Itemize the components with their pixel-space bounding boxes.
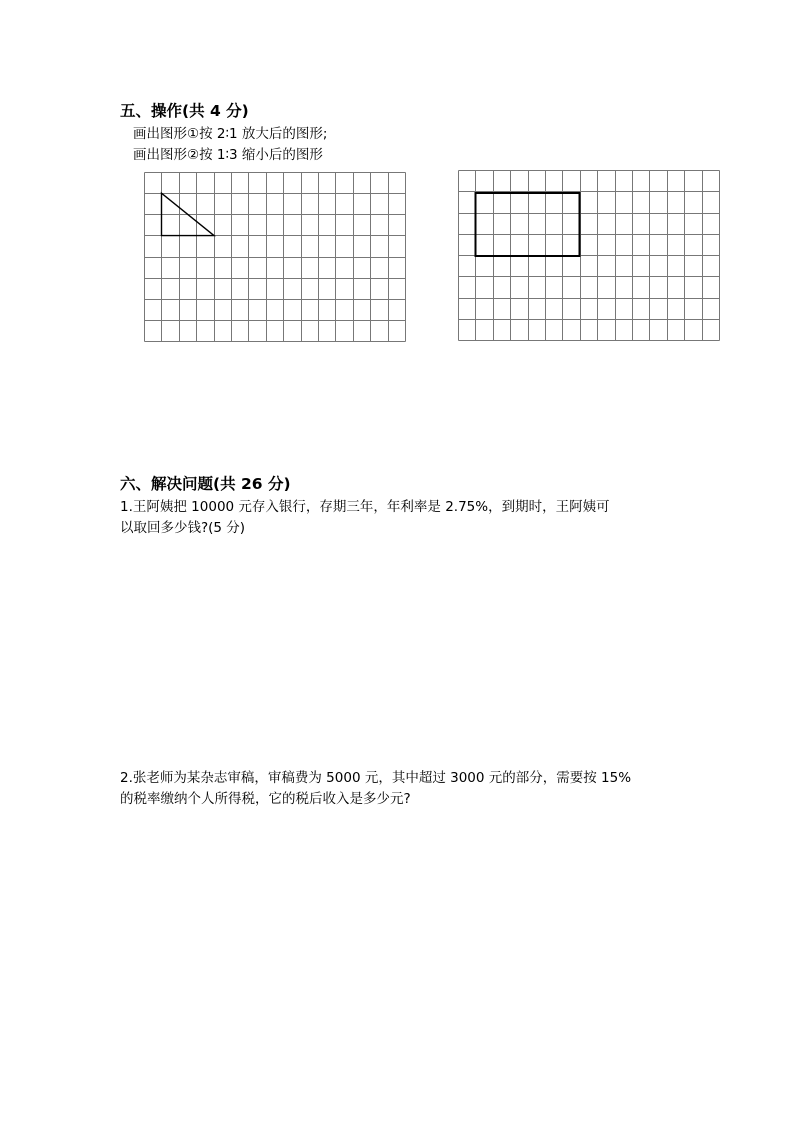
grid-figure-2 bbox=[458, 170, 720, 341]
figure-2-rectangle bbox=[476, 193, 580, 256]
grid-figure-1 bbox=[144, 172, 406, 342]
grid-lines bbox=[145, 173, 406, 342]
question-2-line-1: 2.张老师为某杂志审稿，审稿费为 5000 元，其中超过 3000 元的部分，需要按 15% bbox=[120, 770, 632, 786]
question-2-line-2: 的税率缴纳个人所得税，它的税后收入是多少元? bbox=[120, 791, 411, 807]
question-1-line-2: 以取回多少钱?(5 分) bbox=[120, 520, 246, 536]
question-1-line-1: 1.王阿姨把 10000 元存入银行，存期三年，年利率是 2.75%，到期时，王阿姨可 bbox=[120, 499, 610, 515]
instruction-reduce: 画出图形②按 1∶3 缩小后的图形 bbox=[133, 147, 323, 163]
section-6-title: 六、解决问题(共 26 分) bbox=[120, 475, 291, 493]
section-5-title: 五、操作(共 4 分) bbox=[120, 102, 249, 120]
instruction-enlarge: 画出图形①按 2∶1 放大后的图形; bbox=[133, 126, 328, 142]
